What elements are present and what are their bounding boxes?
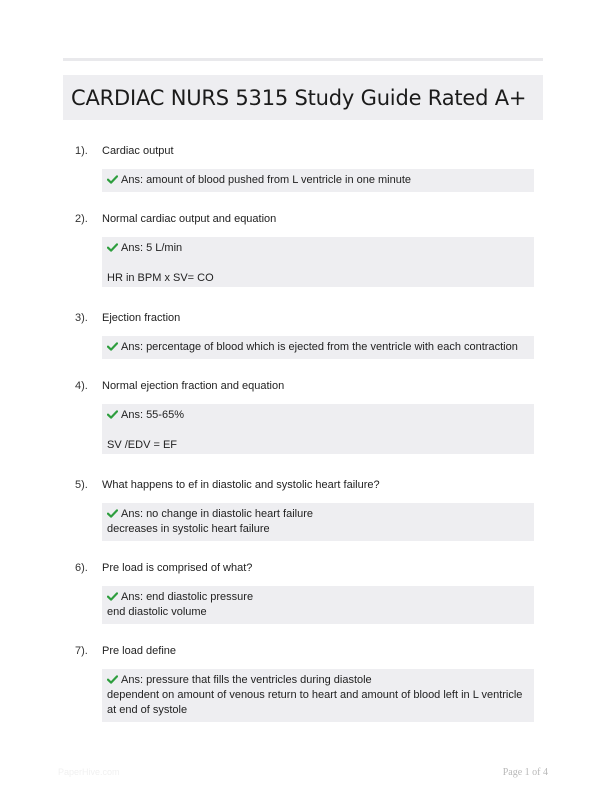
check-icon: [107, 509, 118, 518]
check-icon: [107, 175, 118, 184]
answer-line: Ans: end diastolic pressure: [107, 590, 529, 605]
question-text: Pre load define: [102, 645, 176, 657]
question-text: Normal cardiac output and equation: [102, 213, 277, 225]
question-number: 2).: [75, 213, 88, 225]
answer-line: Ans: 5 L/min: [107, 241, 529, 256]
page-title: CARDIAC NURS 5315 Study Guide Rated A+: [71, 85, 527, 110]
question-text: Pre load is comprised of what?: [102, 562, 253, 574]
answer-box: [102, 169, 534, 192]
answer-line: Ans: no change in diastolic heart failure: [107, 507, 529, 522]
answer-box: [102, 503, 534, 541]
question-number: 4).: [75, 380, 88, 392]
answer-line: end diastolic volume: [107, 606, 207, 618]
answer-line: Ans: 55-65%: [107, 408, 529, 423]
answer-line: dependent on amount of venous return to heart and amount of blood left in L ventricle at end of systole: [107, 689, 523, 716]
title-banner: [63, 75, 543, 120]
question-text: What happens to ef in diastolic and systolic heart failure?: [102, 479, 380, 491]
answer-line: Ans: amount of blood pushed from L ventricle in one minute: [107, 173, 529, 188]
check-icon: [107, 410, 118, 419]
question-number: 5).: [75, 479, 88, 491]
answer-box: [102, 586, 534, 624]
question-text: Normal ejection fraction and equation: [102, 380, 285, 392]
check-icon: [107, 675, 118, 684]
question-number: 1).: [75, 145, 88, 157]
answer-box: [102, 669, 534, 722]
answer-box: [102, 404, 534, 454]
question-number: 3).: [75, 312, 88, 324]
question-text: Cardiac output: [102, 145, 174, 157]
check-icon: [107, 243, 118, 252]
check-icon: [107, 592, 118, 601]
answer-box: [102, 336, 534, 359]
question-number: 7).: [75, 645, 88, 657]
top-divider: [63, 58, 543, 61]
answer-line: HR in BPM x SV= CO: [107, 272, 214, 284]
question-text: Ejection fraction: [102, 312, 181, 324]
check-icon: [107, 342, 118, 351]
answer-line: decreases in systolic heart failure: [107, 523, 270, 535]
answer-line: Ans: pressure that fills the ventricles during diastole: [107, 673, 529, 688]
answer-line: SV /EDV = EF: [107, 439, 177, 451]
question-number: 6).: [75, 562, 88, 574]
page-number: Page 1 of 4: [502, 767, 548, 778]
answer-line: Ans: percentage of blood which is ejected from the ventricle with each contraction: [107, 340, 529, 355]
answer-box: [102, 237, 534, 287]
footer-watermark: PaperHive.com: [58, 767, 120, 777]
